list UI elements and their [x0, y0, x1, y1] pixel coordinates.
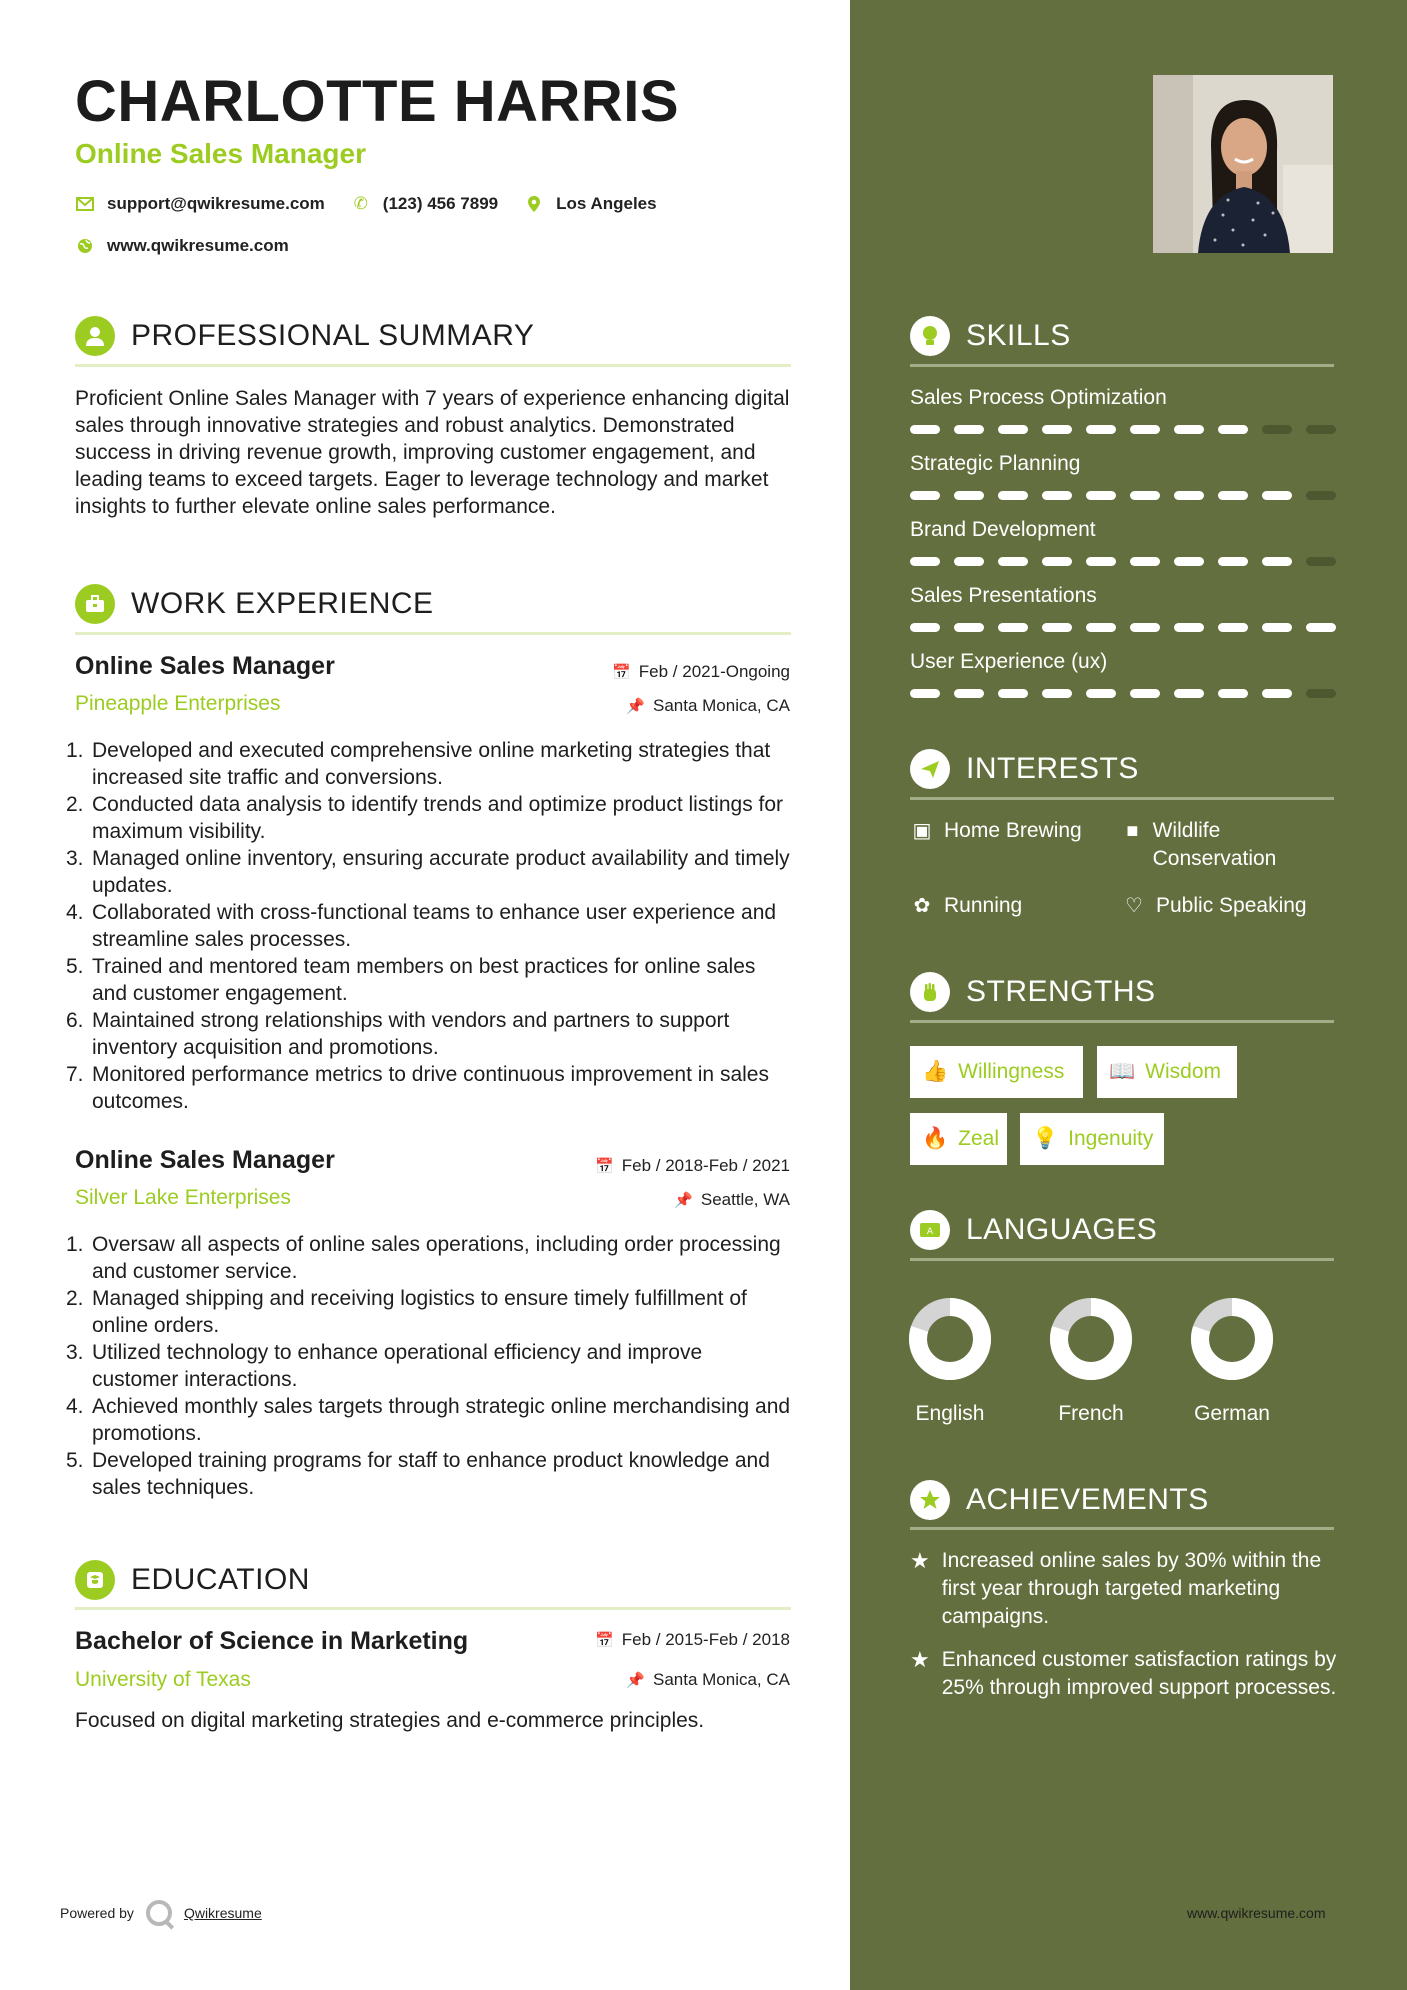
paper-plane-icon: [910, 749, 950, 789]
skill-dot: [1042, 623, 1072, 632]
skill-dot: [1174, 425, 1204, 434]
list-item: 2. Conducted data analysis to identify trends and optimize product listings for maximum visibility.: [66, 793, 784, 843]
skill-name: Sales Presentations: [910, 584, 1097, 607]
job-2-title: Online Sales Manager: [75, 1146, 335, 1174]
education-location-text: Santa Monica, CA: [652, 1670, 790, 1689]
skill-dot: [910, 623, 940, 632]
skill-dot: [954, 425, 984, 434]
phone-text: (123) 456 7899: [382, 194, 499, 213]
language-icon: [910, 1210, 950, 1250]
skill-dot: [1218, 689, 1248, 698]
skills-heading-text: SKILLS: [966, 319, 1071, 352]
summary-heading: [75, 316, 534, 356]
qwikresume-logo-icon: [146, 1900, 172, 1926]
calendar-icon: 📅: [612, 664, 631, 681]
skill-dot: [1086, 689, 1116, 698]
education-heading-text: EDUCATION: [131, 1563, 310, 1596]
candidate-name: CHARLOTTE HARRIS: [75, 69, 680, 134]
interests-heading: [910, 749, 1139, 789]
map-marker-icon: [524, 195, 544, 213]
calendar-icon: 📅: [595, 1158, 614, 1175]
list-item: 6. Maintained strong relationships with vendors and partners to support inventory acquisition and promotions.: [66, 1009, 730, 1059]
job-2-location: [674, 1190, 790, 1210]
skill-dot: [1306, 689, 1336, 698]
job-1-dates: [612, 662, 790, 682]
contact-phone[interactable]: [351, 194, 498, 214]
job-1-dates-text: Feb / 2021-Ongoing: [638, 662, 790, 681]
strength-tag: 🔥 Zeal: [910, 1113, 1007, 1165]
contact-location: [524, 194, 656, 214]
education-location: [626, 1670, 790, 1690]
sidebar: [850, 0, 1407, 1990]
email-text: support@qwikresume.com: [107, 194, 325, 213]
svg-text:A: A: [926, 1227, 934, 1237]
profile-photo: [1153, 75, 1333, 253]
calendar-icon: 📅: [595, 1632, 614, 1649]
list-item: 1. Oversaw all aspects of online sales operations, including order processing and customer service.: [66, 1233, 781, 1283]
interest-item: ✿ Running: [910, 892, 1110, 920]
job-1-bullets: [66, 737, 792, 1115]
language-item: [1031, 1294, 1151, 1426]
skill-dot: [1042, 425, 1072, 434]
list-item: 2. Managed shipping and receiving logistics to ensure timely fulfillment of online orders.: [66, 1287, 747, 1337]
skill-dot: [1042, 491, 1072, 500]
strength-tag: 👍 Willingness: [910, 1046, 1083, 1098]
skill-dot: [910, 491, 940, 500]
list-item: 4. Achieved monthly sales targets through strategic online merchandising and promotions.: [66, 1395, 791, 1445]
school-name: University of Texas: [75, 1668, 251, 1691]
skill-name: Brand Development: [910, 518, 1096, 541]
envelope-icon: [75, 197, 95, 211]
skill-dot: [1262, 557, 1292, 566]
interest-item: ♡ Public Speaking: [1122, 892, 1342, 920]
skill-dot: [1130, 623, 1160, 632]
skills-divider: [910, 364, 1334, 367]
list-item: 5. Trained and mentored team members on best practices for online sales and customer engagement.: [66, 955, 756, 1005]
job-1-title: Online Sales Manager: [75, 652, 335, 680]
education-divider: [75, 1607, 791, 1610]
skill-dot: [1130, 491, 1160, 500]
skill-dot: [1262, 425, 1292, 434]
pin-icon: 📌: [626, 1672, 645, 1689]
paw-icon: ✿: [913, 895, 931, 917]
summary-divider: [75, 364, 791, 367]
language-item: [890, 1294, 1010, 1426]
profile-photo-illustration: [1153, 75, 1333, 253]
book-icon: 📖: [1109, 1060, 1136, 1083]
skill-dot: [1086, 623, 1116, 632]
achievements-heading-text: ACHIEVEMENTS: [966, 1483, 1209, 1516]
skill-dot: [998, 425, 1028, 434]
skill-rating: [910, 689, 1336, 698]
lightbulb-icon: 💡: [1032, 1127, 1059, 1150]
skill-dot: [910, 425, 940, 434]
powered-by-text: Powered by: [60, 1905, 134, 1921]
skill-dot: [1086, 557, 1116, 566]
skills-heading: [910, 316, 1071, 356]
skill-dot: [1218, 425, 1248, 434]
education-description: Focused on digital marketing strategies and e-commerce principles.: [75, 1709, 705, 1732]
skill-dot: [1042, 557, 1072, 566]
achievements-heading: [910, 1480, 1209, 1520]
language-name: English: [915, 1402, 985, 1425]
skill-dot: [1086, 491, 1116, 500]
strength-tag: 💡 Ingenuity: [1020, 1113, 1164, 1165]
job-1-company: Pineapple Enterprises: [75, 692, 281, 715]
list-item: 7. Monitored performance metrics to drive continuous improvement in sales outcomes.: [66, 1063, 769, 1113]
heartbeat-icon: ♡: [1125, 895, 1143, 917]
education-heading: [75, 1560, 310, 1600]
contact-row-1: [75, 194, 669, 214]
footer-powered-by: [60, 1900, 262, 1926]
skill-dot: [1262, 623, 1292, 632]
puzzle-icon: ▣: [912, 820, 932, 842]
skill-dot: [1306, 557, 1336, 566]
graduation-icon: [75, 1560, 115, 1600]
achievement-item: ★ Enhanced customer satisfaction ratings by 25% through improved support processes.: [910, 1646, 1350, 1702]
strength-tag: 📖 Wisdom: [1097, 1046, 1237, 1098]
skill-name: Sales Process Optimization: [910, 386, 1167, 409]
list-item: 3. Utilized technology to enhance operational efficiency and improve customer interactions.: [66, 1341, 703, 1391]
skill-rating: [910, 623, 1336, 632]
languages-heading: [910, 1210, 1157, 1250]
language-level-donut: [905, 1294, 995, 1384]
skill-dot: [1174, 491, 1204, 500]
location-text: Los Angeles: [556, 194, 657, 213]
strengths-heading: [910, 972, 1156, 1012]
languages-heading-text: LANGUAGES: [966, 1213, 1158, 1246]
skill-dot: [1306, 425, 1336, 434]
skill-dot: [954, 623, 984, 632]
skill-dot: [910, 557, 940, 566]
experience-divider: [75, 632, 791, 635]
skill-dot: [998, 491, 1028, 500]
skill-dot: [1262, 689, 1292, 698]
language-name: French: [1058, 1402, 1124, 1425]
shooting-star-icon: ★: [910, 1647, 930, 1672]
skill-name: Strategic Planning: [910, 452, 1081, 475]
pin-icon: 📌: [626, 698, 645, 715]
contact-website[interactable]: [75, 236, 289, 256]
education-dates: [595, 1630, 790, 1650]
achievement-item: ★ Increased online sales by 30% within the first year through targeted marketing campaigns.: [910, 1547, 1350, 1631]
list-item: 1. Developed and executed comprehensive online marketing strategies that increased site traffic and conversions.: [66, 739, 771, 789]
skill-rating: [910, 425, 1336, 434]
skill-dot: [1086, 425, 1116, 434]
job-1-location: [626, 696, 790, 716]
skill-dot: [1130, 557, 1160, 566]
skill-dot: [910, 689, 940, 698]
experience-heading-text: WORK EXPERIENCE: [131, 587, 434, 620]
footer-website[interactable]: www.qwikresume.com: [1187, 1905, 1326, 1921]
hand-icon: [910, 972, 950, 1012]
contact-email[interactable]: [75, 194, 325, 214]
skill-dot: [1130, 689, 1160, 698]
language-level-donut: [1187, 1294, 1277, 1384]
language-name: German: [1194, 1402, 1270, 1425]
strengths-heading-text: STRENGTHS: [966, 975, 1156, 1008]
lightbulb-icon: [910, 316, 950, 356]
list-item: 4. Collaborated with cross-functional teams to enhance user experience and streamline sales processes.: [66, 901, 777, 951]
qwikresume-link[interactable]: Qwikresume: [183, 1905, 262, 1921]
skill-dot: [1042, 689, 1072, 698]
languages-divider: [910, 1258, 1334, 1261]
experience-heading: [75, 584, 434, 624]
user-icon: [75, 316, 115, 356]
interest-item: ■ Wildlife Conservation: [1122, 817, 1322, 873]
skill-dot: [998, 623, 1028, 632]
interests-divider: [910, 797, 1334, 800]
skill-dot: [1218, 491, 1248, 500]
skill-dot: [998, 689, 1028, 698]
degree-title: Bachelor of Science in Marketing: [75, 1627, 469, 1655]
globe-icon: [75, 238, 95, 254]
skill-dot: [1306, 623, 1336, 632]
contact-row-2: [75, 236, 301, 256]
skill-dot: [1262, 491, 1292, 500]
tablet-icon: ■: [1126, 820, 1139, 842]
thumbs-up-icon: 👍: [922, 1060, 949, 1083]
job-2-dates-text: Feb / 2018-Feb / 2021: [621, 1156, 790, 1175]
achievements-divider: [910, 1527, 1334, 1530]
list-item: 5. Developed training programs for staff to enhance product knowledge and sales techniques.: [66, 1449, 770, 1499]
skill-dot: [1218, 557, 1248, 566]
job-2-bullets: [66, 1231, 792, 1501]
skill-dot: [954, 491, 984, 500]
phone-icon: ✆: [353, 194, 368, 213]
language-level-donut: [1046, 1294, 1136, 1384]
skill-dot: [1306, 491, 1336, 500]
star-icon: [910, 1480, 950, 1520]
summary-text: Proficient Online Sales Manager with 7 years of experience enhancing digital sales through innovative strategies and robust analytics. Demonstrated success in driving revenue growth, improving customer engagement, and leading teams to exceed targets. Eager to leverage technology and market insights to further elevate online sales performance.: [75, 387, 790, 518]
job-2-location-text: Seattle, WA: [700, 1190, 790, 1209]
skill-rating: [910, 557, 1336, 566]
briefcase-icon: [75, 584, 115, 624]
skill-dot: [954, 557, 984, 566]
skill-dot: [954, 689, 984, 698]
strengths-divider: [910, 1020, 1334, 1023]
skill-rating: [910, 491, 1336, 500]
job-1-location-text: Santa Monica, CA: [652, 696, 790, 715]
candidate-title: Online Sales Manager: [75, 138, 366, 169]
fire-icon: 🔥: [922, 1127, 949, 1150]
job-2-company: Silver Lake Enterprises: [75, 1186, 291, 1209]
skill-name: User Experience (ux): [910, 650, 1108, 673]
language-item: [1172, 1294, 1292, 1426]
skill-dot: [1218, 623, 1248, 632]
pin-icon: 📌: [674, 1192, 693, 1209]
interest-item: ▣ Home Brewing: [910, 817, 1110, 845]
skill-dot: [1174, 689, 1204, 698]
job-2-dates: [595, 1156, 790, 1176]
skill-dot: [1174, 623, 1204, 632]
skill-dot: [998, 557, 1028, 566]
website-text: www.qwikresume.com: [107, 236, 289, 255]
skill-dot: [1130, 425, 1160, 434]
list-item: 3. Managed online inventory, ensuring accurate product availability and timely updates.: [66, 847, 790, 897]
skill-dot: [1174, 557, 1204, 566]
summary-heading-text: PROFESSIONAL SUMMARY: [131, 319, 535, 352]
interests-heading-text: INTERESTS: [966, 752, 1139, 785]
shooting-star-icon: ★: [910, 1548, 930, 1573]
education-dates-text: Feb / 2015-Feb / 2018: [621, 1630, 790, 1649]
